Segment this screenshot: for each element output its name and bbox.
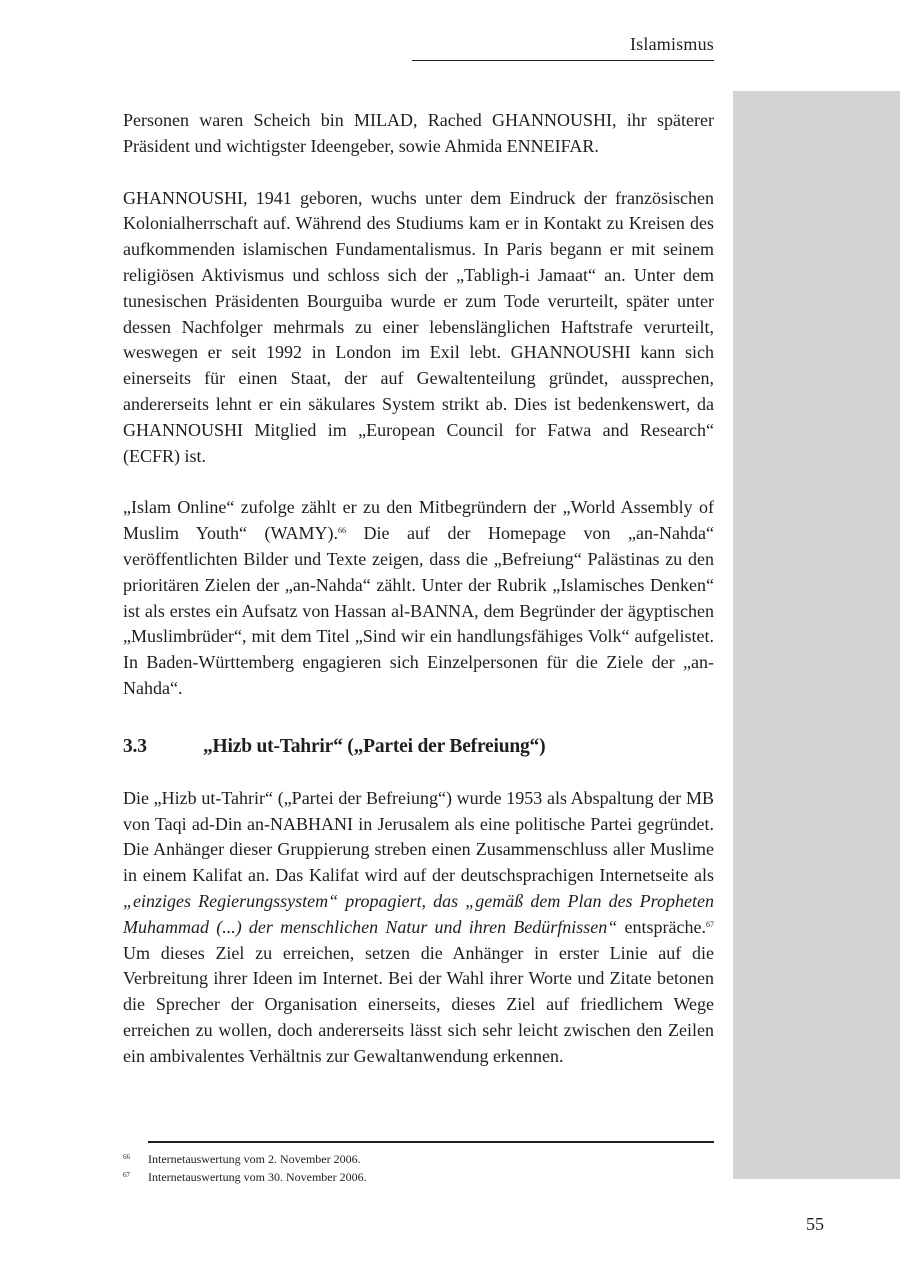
footnote-ref-66: 66 [338,526,347,536]
header-rule [412,60,714,61]
paragraph-4-part-c: Um dieses Ziel zu erreichen, setzen die Anhänger in erster Linie auf die Verbreitung ihrer Ideen im Internet. Bei der Wahl ihrer Worte und Zitate betonen die Sprecher der Organisation einerseits, dieses Ziel auf friedlichem Wege erreichen zu wollen, doch andererseits lässt sich sehr leicht zwischen den Zeilen ein ambivalentes Verhältnis zur Gewaltanwendung erkennen. [123,942,714,1066]
section-title: „Hizb ut-Tahrir“ („Partei der Befreiung“) [203,735,546,757]
sidebar-tab [733,91,900,1179]
paragraph-4-quote: „einziges Regierungssystem“ propagiert, das „gemäß dem Plan des Propheten Muhammad (...) der menschlichen Natur und ihren Bedürfnissen“ [123,890,714,937]
paragraph-2: GHANNOUSHI, 1941 geboren, wuchs unter dem Eindruck der französischen Kolonialherrschaft auf. Während des Studiums kam er in Kontakt zu Kreisen des aufkommenden islamischen Fundamentalismus. In Paris begann er mit seinem religiösen Aktivismus und schloss sich der „Tabligh-i Jamaat“ an. Unter dem tunesischen Präsidenten Bourguiba wurde er zum Tode verurteilt, später unter dessen Nachfolger mehrmals zu einer lebenslänglichen Haftstrafe verurteilt, weswegen er seit 1992 in London im Exil lebt. GHANNOUSHI kann sich einerseits für einen Staat, der auf Gewaltenteilung gründet, aussprechen, andererseits lehnt er ein säkulares System strikt ab. Dies ist bedenkenswert, da GHANNOUSHI Mitglied im „European Council for Fatwa and Research“ (ECFR) ist. [123,187,714,466]
footnote-ref-67: 67 [706,919,714,929]
paragraph-4-part-b: entspräche. [617,916,706,937]
footnote-number: 67 [123,1171,130,1179]
paragraph-1: Personen waren Scheich bin MILAD, Rached GHANNOUSHI, ihr späterer Präsident und wichtigster Ideengeber, sowie Ahmida ENNEIFAR. [123,110,714,156]
running-head: Islamismus [629,34,714,54]
footnote-text: Internetauswertung vom 30. November 2006. [148,1170,367,1184]
footnote-rule [148,1141,714,1143]
paragraph-3-part-b: Die auf der Homepage von „an-Nahda“ veröffentlichten Bilder und Texte zeigen, dass die „Befreiung“ Palästinas zu den prioritären Zielen der „an-Nahda“ zählt. Unter der Rubrik „Islamisches Denken“ ist als erstes ein Aufsatz von Hassan al-BANNA, dem Begründer der ägyptischen „Muslimbrüder“, mit dem Titel „Sind wir ein handlungsfähiges Volk“ aufgelistet. In Baden-Württemberg engagieren sich Einzelpersonen für die Ziele der „an-Nahda“. [123,523,714,698]
footnote [123,1168,714,1186]
paragraph-4 [123,786,714,1070]
section-number: 3.3 [123,735,147,757]
footnote-number: 66 [123,1153,130,1161]
footnote-text: Internetauswertung vom 2. November 2006. [148,1152,361,1166]
section-heading [123,728,714,766]
main-text [123,108,714,1096]
footnote [123,1150,714,1168]
paragraph-3-part-a: „Islam Online“ zufolge zählt er zu den Mitbegründern der „World Assembly of Muslim Youth“ (WAMY). [123,497,714,544]
paragraph-3 [123,495,714,701]
paragraph-4-part-a: Die „Hizb ut-Tahrir“ („Partei der Befreiung“) wurde 1953 als Abspaltung der MB von Taqi ad-Din an-NABHANI in Jerusalem als eine politische Partei gegründet. Die Anhänger dieser Gruppierung streben einen Zusammenschluss aller Muslime in einem Kalifat an. Das Kalifat wird auf der deutschsprachigen Internetseite als [123,787,714,886]
page-number: 55 [806,1214,824,1234]
footnotes [123,1150,714,1186]
